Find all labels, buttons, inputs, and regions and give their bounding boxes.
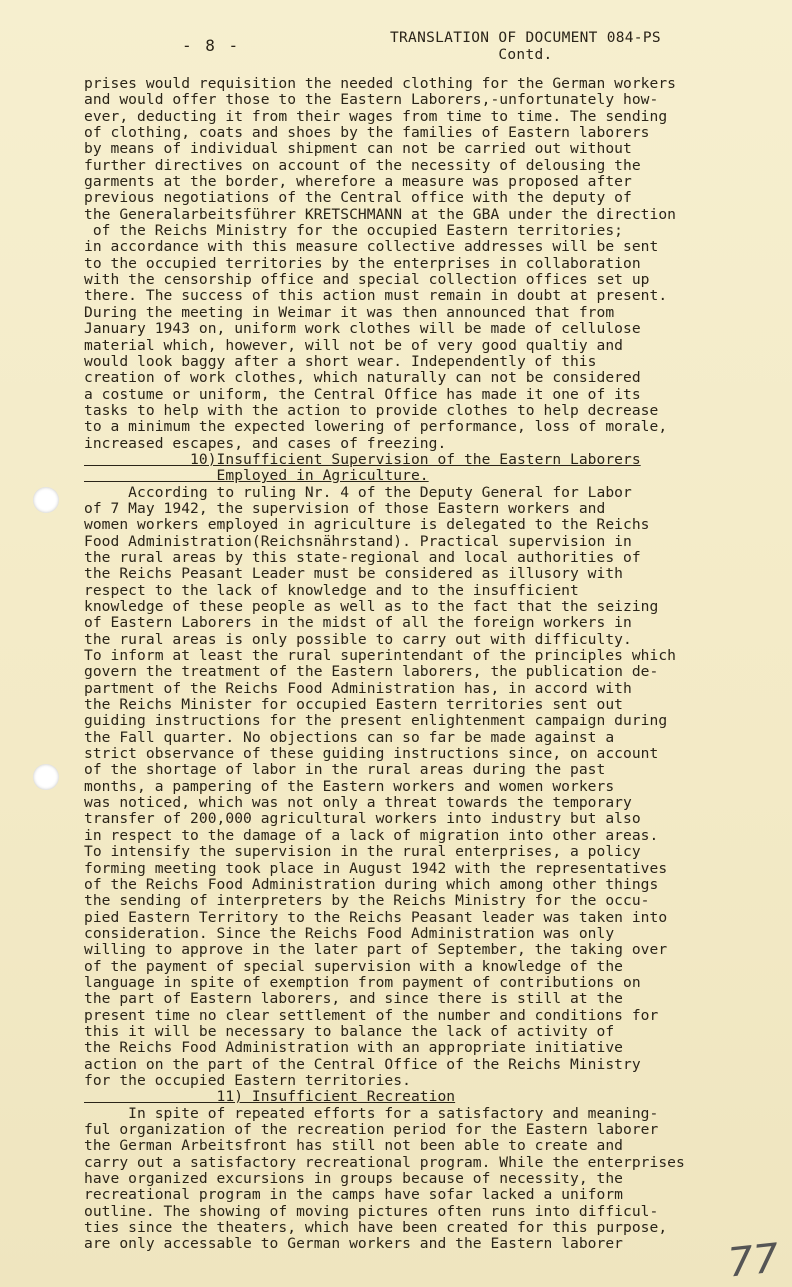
body-line: transfer of 200,000 agricultural workers into industry but also bbox=[84, 810, 641, 828]
body-line: previous negotiations of the Central office with the deputy of bbox=[84, 189, 632, 207]
body-line: increased escapes, and cases of freezing. bbox=[84, 434, 447, 452]
body-line: and would offer those to the Eastern Laborers,-unfortunately how- bbox=[84, 91, 659, 109]
body-line: According to ruling Nr. 4 of the Deputy General for Labor bbox=[84, 483, 632, 501]
punch-hole-top bbox=[33, 487, 59, 513]
body-line: January 1943 on, uniform work clothes will be made of cellulose bbox=[84, 320, 641, 338]
body-line: the Reichs Minister for occupied Eastern territories sent out bbox=[84, 696, 624, 714]
body-line: tasks to help with the action to provide clothes to help decrease bbox=[84, 401, 659, 419]
body-line: the Generalarbeitsführer KRETSCHMANN at the GBA under the direction bbox=[84, 205, 677, 223]
body-line: of 7 May 1942, the supervision of those Eastern workers and bbox=[84, 499, 606, 517]
page-number: - 8 - bbox=[182, 36, 241, 55]
handwritten-page-mark: 77 bbox=[725, 1235, 782, 1287]
document-body bbox=[84, 76, 774, 1253]
body-line: pied Eastern Territory to the Reichs Peasant leader was taken into bbox=[84, 908, 668, 926]
body-line: of the Reichs Ministry for the occupied Eastern territories; bbox=[84, 222, 624, 240]
document-title bbox=[390, 30, 661, 64]
body-line: garments at the border, wherefore a measure was proposed after bbox=[84, 173, 632, 191]
body-line: prises would requisition the needed clothing for the German workers bbox=[84, 75, 677, 92]
body-line: of the shortage of labor in the rural areas during the past bbox=[84, 761, 606, 779]
body-line: in accordance with this measure collective addresses will be sent bbox=[84, 238, 659, 256]
body-line: ever, deducting it from their wages from time to time. The sending bbox=[84, 107, 668, 125]
body-line: to the occupied territories by the enterprises in collaboration bbox=[84, 254, 641, 272]
body-line: was noticed, which was not only a threat towards the temporary bbox=[84, 794, 632, 812]
body-line: to a minimum the expected lowering of performance, loss of morale, bbox=[84, 418, 668, 436]
body-line: of Eastern Laborers in the midst of all the foreign workers in bbox=[84, 614, 632, 632]
body-line: outline. The showing of moving pictures often runs into difficul- bbox=[84, 1202, 659, 1220]
body-line: recreational program in the camps have sofar lacked a uniform bbox=[84, 1186, 624, 1204]
body-line: further directives on account of the necessity of delousing the bbox=[84, 156, 641, 174]
body-line: forming meeting took place in August 1942 with the representatives bbox=[84, 859, 668, 877]
body-line: are only accessable to German workers and the Eastern laborer bbox=[84, 1235, 624, 1253]
body-line: by means of individual shipment can not be carried out without bbox=[84, 140, 632, 158]
body-line: in respect to the damage of a lack of migration into other areas. bbox=[84, 826, 659, 844]
body-line: of the payment of special supervision with a knowledge of the bbox=[84, 957, 624, 975]
body-line: of clothing, coats and shoes by the families of Eastern laborers bbox=[84, 124, 650, 142]
body-line: months, a pampering of the Eastern workers and women workers bbox=[84, 777, 615, 795]
body-line: govern the treatment of the Eastern laborers, the publication de- bbox=[84, 663, 659, 681]
body-line: To intensify the supervision in the rural enterprises, a policy bbox=[84, 843, 641, 861]
body-line: this it will be necessary to balance the lack of activity of bbox=[84, 1022, 615, 1040]
document-title-line1: TRANSLATION OF DOCUMENT 084-PS bbox=[390, 30, 661, 46]
body-line: ful organization of the recreation period for the Eastern laborer bbox=[84, 1121, 659, 1138]
body-line: present time no clear settlement of the number and conditions for bbox=[84, 1006, 659, 1024]
body-line: knowledge of these people as well as to the fact that the seizing bbox=[84, 598, 659, 615]
body-line: a costume or uniform, the Central Office has made it one of its bbox=[84, 385, 641, 403]
body-line: Food Administration(Reichsnährstand). Practical supervision in bbox=[84, 532, 632, 550]
body-line: the rural areas is only possible to carry out with difficulty. bbox=[84, 630, 632, 648]
body-line: During the meeting in Weimar it was then announced that from bbox=[84, 303, 615, 321]
body-line: the part of Eastern laborers, and since there is still at the bbox=[84, 990, 624, 1008]
body-line: action on the part of the Central Office of the Reichs Ministry bbox=[84, 1055, 641, 1073]
punch-hole-bottom bbox=[33, 764, 59, 790]
body-line: the Fall quarter. No objections can so far be made against a bbox=[84, 728, 615, 746]
body-line: material which, however, will not be of very good qualtiy and bbox=[84, 336, 624, 354]
body-line: language in spite of exemption from payment of contributions on bbox=[84, 973, 641, 991]
body-line: creation of work clothes, which naturally can not be considered bbox=[84, 369, 641, 387]
section-heading-line: 10)Insufficient Supervision of the Eastern Laborers bbox=[84, 450, 641, 468]
body-line: In spite of repeated efforts for a satisfactory and meaning- bbox=[84, 1104, 659, 1122]
body-line: carry out a satisfactory recreational program. While the enterprises bbox=[84, 1153, 685, 1171]
body-line: would look baggy after a short wear. Independently of this bbox=[84, 352, 597, 370]
section-heading-line: 11) Insufficient Recreation bbox=[84, 1088, 456, 1106]
body-line: strict observance of these guiding instructions since, on account bbox=[84, 745, 659, 763]
body-line: there. The success of this action must remain in doubt at present. bbox=[84, 287, 668, 305]
body-line: of the Reichs Food Administration during which among other things bbox=[84, 875, 659, 893]
section-heading-line: Employed in Agriculture. bbox=[84, 467, 429, 485]
body-line: for the occupied Eastern territories. bbox=[84, 1071, 411, 1089]
body-line: ties since the theaters, which have been created for this purpose, bbox=[84, 1219, 668, 1237]
body-line: guiding instructions for the present enlightenment campaign during bbox=[84, 712, 668, 730]
body-line: respect to the lack of knowledge and to the insufficient bbox=[84, 581, 579, 599]
body-line: the sending of interpreters by the Reichs Ministry for the occu- bbox=[84, 892, 650, 910]
document-title-line2: Contd. bbox=[498, 47, 553, 63]
body-line: the rural areas by this state-regional and local authorities of bbox=[84, 548, 641, 566]
body-line: partment of the Reichs Food Administration has, in accord with bbox=[84, 679, 632, 697]
body-line: the Reichs Food Administration with an appropriate initiative bbox=[84, 1039, 624, 1057]
body-line: the Reichs Peasant Leader must be considered as illusory with bbox=[84, 565, 624, 583]
body-line: the German Arbeitsfront has still not been able to create and bbox=[84, 1137, 624, 1155]
body-line: with the censorship office and special collection offices set up bbox=[84, 271, 650, 289]
body-line: To inform at least the rural superintendant of the principles which bbox=[84, 647, 677, 665]
body-line: willing to approve in the later part of September, the taking over bbox=[84, 941, 668, 959]
body-line: have organized excursions in groups because of necessity, the bbox=[84, 1170, 624, 1188]
body-line: consideration. Since the Reichs Food Administration was only bbox=[84, 924, 615, 942]
body-line: women workers employed in agriculture is delegated to the Reichs bbox=[84, 516, 650, 534]
